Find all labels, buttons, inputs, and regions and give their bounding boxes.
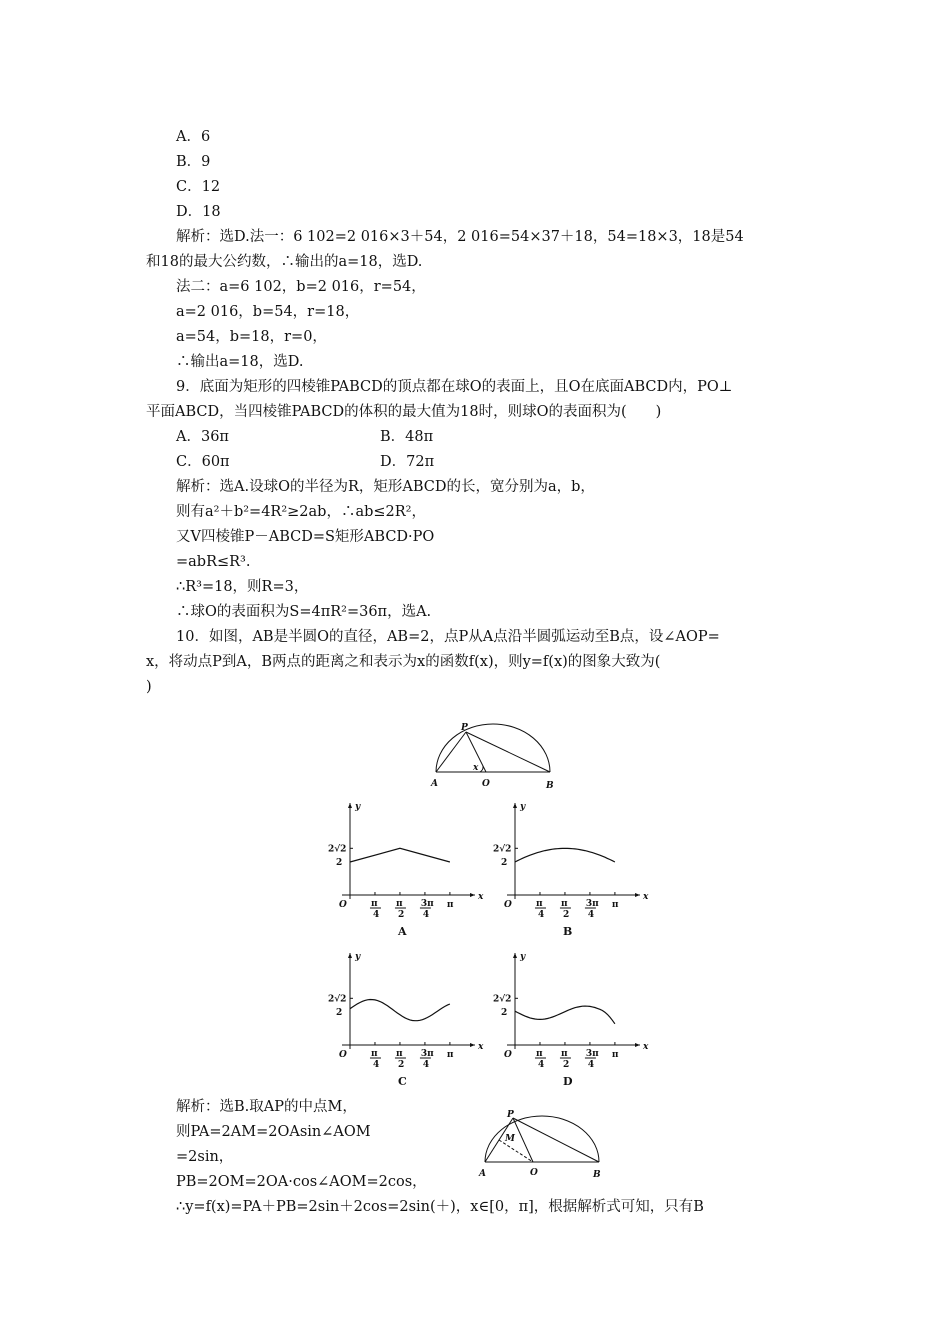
option-b-q9: B．48π: [380, 429, 434, 445]
x-axis-arrow: [470, 1043, 475, 1047]
angle-x-label: x: [473, 763, 479, 773]
graph-caption: D: [563, 1075, 573, 1088]
y-tick-2: 2: [501, 858, 508, 868]
y-tick-2sqrt2: 2√2: [328, 994, 347, 1005]
x-tick-num: 3π: [420, 1049, 434, 1059]
y-axis-label: y: [520, 802, 526, 812]
origin-label: O: [339, 900, 347, 910]
question-10-line3: ): [146, 679, 152, 695]
x-axis-label: x: [643, 1042, 649, 1052]
graph-caption: B: [563, 925, 573, 938]
x-axis-arrow: [635, 1043, 640, 1047]
x-tick-pi: π: [446, 1050, 454, 1060]
x-tick-den: 2: [397, 1060, 405, 1070]
solution-q9-line6: ∴球O的表面积为S=4πR²=36π，选A.: [176, 604, 432, 620]
point-o-label: O: [482, 779, 490, 789]
x-tick-den: 4: [587, 1060, 595, 1070]
question-10-line2: x，将动点P到A，B两点的距离之和表示为x的函数f(x)，则y=f(x)的图象大致为(: [146, 654, 661, 670]
y-tick-2: 2: [501, 1008, 508, 1018]
x-tick-den: 4: [372, 1060, 380, 1070]
x-tick-den: 4: [422, 910, 430, 920]
graph-curve: [515, 848, 615, 862]
graph-curve: [515, 1006, 615, 1024]
y-tick-2sqrt2: 2√2: [493, 994, 512, 1005]
y-tick-2sqrt2: 2√2: [328, 844, 347, 855]
x-tick-num: 3π: [585, 899, 599, 909]
y-axis-label: y: [355, 952, 361, 962]
x-tick-num: 3π: [420, 899, 434, 909]
question-9-line2: 平面ABCD，当四棱锥PABCD的体积的最大值为18时，则球O的表面积为( ): [146, 404, 662, 420]
x-tick-pi: π: [611, 900, 619, 910]
y-tick-2: 2: [336, 1008, 343, 1018]
option-a-q9: A．36π: [176, 429, 229, 445]
point-o2-label: O: [530, 1168, 538, 1178]
x-tick-num: π: [535, 1049, 543, 1059]
option-c-q8: C．12: [176, 179, 221, 195]
x-tick-num: π: [535, 899, 543, 909]
graph-caption: C: [398, 1075, 407, 1088]
origin-label: O: [504, 1050, 512, 1060]
x-tick-den: 4: [537, 910, 545, 920]
x-tick-num: π: [395, 899, 403, 909]
option-b-q8: B．9: [176, 154, 211, 170]
x-axis-arrow: [635, 893, 640, 897]
x-tick-num: π: [395, 1049, 403, 1059]
solution-q8-line4: a=2 016，b=54，r=18，: [176, 304, 360, 320]
y-axis-arrow: [348, 953, 352, 958]
y-axis-label: y: [355, 802, 361, 812]
y-tick-2sqrt2: 2√2: [493, 844, 512, 855]
question-9-line1: 9．底面为矩形的四棱锥PABCD的顶点都在球O的表面上，且O在底面ABCD内，PO⊥: [176, 379, 733, 395]
solution-q8-line2: 和18的最大公约数，∴输出的a=18，选D.: [146, 254, 423, 270]
x-tick-pi: π: [611, 1050, 619, 1060]
answer-graphs: [330, 795, 660, 1095]
x-axis-arrow: [470, 893, 475, 897]
solution-q10-line2: 则PA=2AM=2OAsin∠AOM: [176, 1124, 371, 1140]
solution-q8-line6: ∴输出a=18，选D.: [176, 354, 304, 370]
x-tick-num: π: [370, 899, 378, 909]
x-axis-label: x: [478, 892, 484, 902]
y-axis-arrow: [513, 803, 517, 808]
x-tick-num: π: [370, 1049, 378, 1059]
solution-q10-line3: =2sin，: [176, 1149, 234, 1165]
solution-q9-line2: 则有a²＋b²=4R²≥2ab，∴ab≤2R²，: [176, 504, 426, 520]
point-a-label: A: [431, 779, 438, 789]
solution-q8-line1: 解析：选D.法一：6 102=2 016×3＋54，2 016=54×37＋18，54=18×3，18是54: [176, 229, 744, 245]
point-m-label: M: [505, 1134, 515, 1144]
origin-label: O: [339, 1050, 347, 1060]
y-axis-arrow: [348, 803, 352, 808]
solution-q10-line1: 解析：选B.取AP的中点M，: [176, 1099, 357, 1115]
solution-q9-line3: 又V四棱锥P－ABCD=S矩形ABCD·PO: [176, 529, 435, 545]
x-axis-label: x: [643, 892, 649, 902]
point-b2-label: B: [593, 1170, 601, 1180]
origin-label: O: [504, 900, 512, 910]
graph-caption: A: [398, 925, 407, 938]
graph-curve: [350, 848, 450, 862]
x-tick-den: 4: [587, 910, 595, 920]
x-tick-den: 4: [372, 910, 380, 920]
x-tick-den: 2: [562, 910, 570, 920]
option-d-q9: D．72π: [380, 454, 435, 470]
x-tick-pi: π: [446, 900, 454, 910]
point-a2-label: A: [479, 1169, 486, 1179]
point-p2-label: P: [507, 1110, 514, 1120]
semicircle-figure: [428, 720, 558, 790]
semicircle-figure-m: [475, 1108, 605, 1180]
solution-q8-line5: a=54，b=18，r=0，: [176, 329, 327, 345]
solution-q9-line1: 解析：选A.设球O的半径为R，矩形ABCD的长，宽分别为a，b，: [176, 479, 595, 495]
x-tick-den: 2: [397, 910, 405, 920]
x-tick-num: 3π: [585, 1049, 599, 1059]
x-tick-num: π: [560, 899, 568, 909]
solution-q8-line3: 法二：a=6 102，b=2 016，r=54，: [176, 279, 426, 295]
solution-q10-line4: PB=2OM=2OA·cos∠AOM=2cos，: [176, 1174, 427, 1190]
point-b-label: B: [546, 781, 554, 791]
graph-curve: [350, 1000, 450, 1021]
question-10-line1: 10．如图，AB是半圆O的直径，AB=2，点P从A点沿半圆弧运动至B点，设∠AOP=: [176, 629, 720, 645]
y-axis-arrow: [513, 953, 517, 958]
y-axis-label: y: [520, 952, 526, 962]
x-tick-den: 4: [537, 1060, 545, 1070]
solution-q10-line5: ∴y=f(x)=PA＋PB=2sin＋2cos=2sin(＋)，x∈[0，π]，根据解析式可知，只有B: [176, 1199, 704, 1215]
x-axis-label: x: [478, 1042, 484, 1052]
solution-q9-line4: =abR≤R³.: [176, 554, 251, 570]
y-tick-2: 2: [336, 858, 343, 868]
option-c-q9: C．60π: [176, 454, 230, 470]
x-tick-den: 2: [562, 1060, 570, 1070]
x-tick-num: π: [560, 1049, 568, 1059]
point-p-label: P: [461, 723, 468, 733]
solution-q9-line5: ∴R³=18，则R=3，: [176, 579, 309, 595]
option-d-q8: D．18: [176, 204, 221, 220]
x-tick-den: 4: [422, 1060, 430, 1070]
option-a-q8: A．6: [176, 129, 211, 145]
